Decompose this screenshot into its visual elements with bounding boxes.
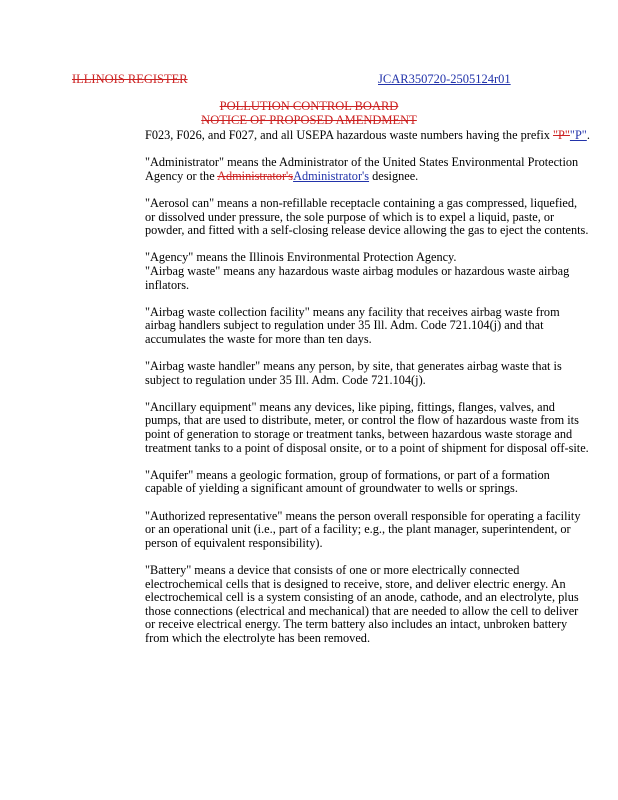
register-header: ILLINOIS REGISTER (72, 72, 188, 86)
definition-battery: "Battery" means a device that consists of one or more electrically connected electrochemical cells that is designed to receive, store, and deliver electric energy. An electrochemical cell is a system consisting of an anode, cathode, and an electrolyte, plus those connections (electrical and mechanical) that are needed to allow the cell to deliver or receive electrical energy. The term battery also includes an intact, unbroken battery from which the electrolyte has been removed. (145, 563, 579, 645)
definition-aquifer: "Aquifer" means a geologic formation, group of formations, or part of a formation capable of yielding a significant amount of groundwater to wells or springs. (145, 467, 550, 496)
notice-title: NOTICE OF PROPOSED AMENDMENT (201, 113, 417, 127)
definition-ancillary-equipment: "Ancillary equipment" means any devices, like piping, fittings, flanges, valves, and pumps, that are used to distribute, meter, or control the flow of hazardous waste from its point of generation to storage or treatment tanks, between hazardous waste storage and treatment tanks to a point of disposal onsite, or to a point of shipment for disposal off-site. (145, 399, 589, 455)
deleted-text: "P" (553, 128, 570, 142)
deleted-text: Administrator's (217, 168, 294, 183)
definition-airbag-waste-handler: "Airbag waste handler" means any person, by site, that generates airbag waste that is subject to regulation under 35 Ill. Adm. Code 721.104(j). (145, 359, 562, 387)
document-body (145, 129, 590, 659)
definition-airbag-collection-facility: "Airbag waste collection facility" means any facility that receives airbag waste from airbag handlers subject to regulation under 35 Ill. Adm. Code 721.104(j) and that accumulates the waste for more than ten days. (145, 304, 560, 346)
definition-administrator: "Administrator" means the Administrator of the United States Environmental Protection Agency or the Administrator'sAdministrator's designee. (145, 155, 579, 183)
jcar-code: JCAR350720-2505124r01 (378, 72, 511, 86)
definition-paragraph: F023, F026, and F027, and all USEPA hazardous waste numbers having the prefix "P""P". (145, 128, 590, 142)
definition-aerosol-can: "Aerosol can" means a non-refillable receptacle containing a gas compressed, liquefied, or dissolved under pressure, the sole purpose of which is to expel a liquid, paste, or powder, and fitted with a self-closing release device allowing the gas to eject the contents. (145, 195, 589, 238)
definition-agency: "Agency" means the Illinois Environmental Protection Agency. (145, 250, 457, 265)
definition-airbag-waste: "Airbag waste" means any hazardous waste airbag modules or hazardous waste airbag inflators. (145, 263, 570, 292)
definition-authorized-representative: "Authorized representative" means the person overall responsible for operating a facility or an operational unit (i.e., part of a facility; e.g., the plant manager, superintendent, or person of equivalent responsibility). (145, 508, 581, 550)
inserted-text: Administrator's (293, 168, 370, 183)
inserted-text: "P" (569, 128, 587, 142)
agency-title: POLLUTION CONTROL BOARD (219, 99, 399, 113)
